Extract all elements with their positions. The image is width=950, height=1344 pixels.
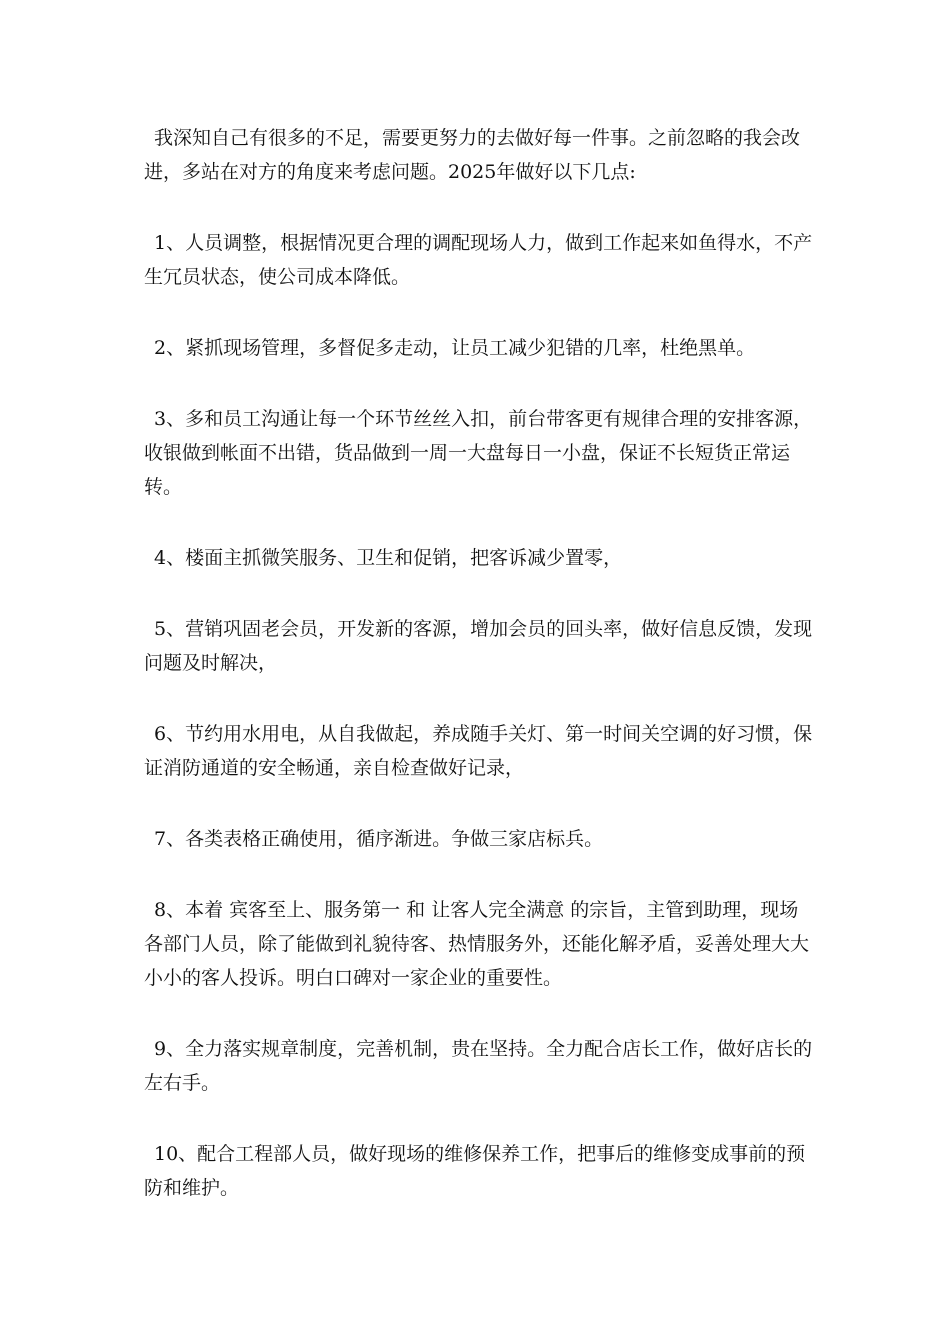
list-item-3: 3、多和员工沟通让每一个环节丝丝入扣，前台带客更有规律合理的安排客源，收银做到帐面不出错，货品做到一周一大盘每日一小盘，保证不长短货正常运转。 <box>144 408 813 498</box>
list-item-6: 6、节约用水用电，从自我做起，养成随手关灯、第一时间关空调的好习惯，保证消防通道的安全畅通，亲自检查做好记录， <box>144 723 813 779</box>
intro-paragraph: 我深知自己有很多的不足，需要更努力的去做好每一件事。之前忽略的我会改进，多站在对方的角度来考虑问题。2025年做好以下几点: <box>144 127 801 183</box>
list-item-1: 1、人员调整，根据情况更合理的调配现场人力，做到工作起来如鱼得水，不产生冗员状态，使公司成本降低。 <box>144 232 813 288</box>
list-item-7: 7、各类表格正确使用，循序渐进。争做三家店标兵。 <box>154 828 604 850</box>
list-item-8: 8、本着 宾客至上、服务第一 和 让客人完全满意 的宗旨，主管到助理，现场各部门人员，除了能做到礼貌待客、热情服务外，还能化解矛盾，妥善处理大大小小的客人投诉。明白口碑对一家企业的重要性。 <box>144 899 810 989</box>
list-item-5: 5、营销巩固老会员，开发新的客源，增加会员的回头率，做好信息反馈，发现问题及时解决， <box>144 618 813 674</box>
list-item-4: 4、楼面主抓微笑服务、卫生和促销，把客诉减少置零， <box>154 547 623 569</box>
list-item-2: 2、紧抓现场管理，多督促多走动，让员工减少犯错的几率，杜绝黑单。 <box>154 337 756 359</box>
list-item-10: 10、配合工程部人员，做好现场的维修保养工作，把事后的维修变成事前的预防和维护。 <box>144 1143 806 1199</box>
list-item-9: 9、全力落实规章制度，完善机制，贵在坚持。全力配合店长工作，做好店长的左右手。 <box>144 1038 813 1094</box>
document-body <box>144 121 816 1242</box>
